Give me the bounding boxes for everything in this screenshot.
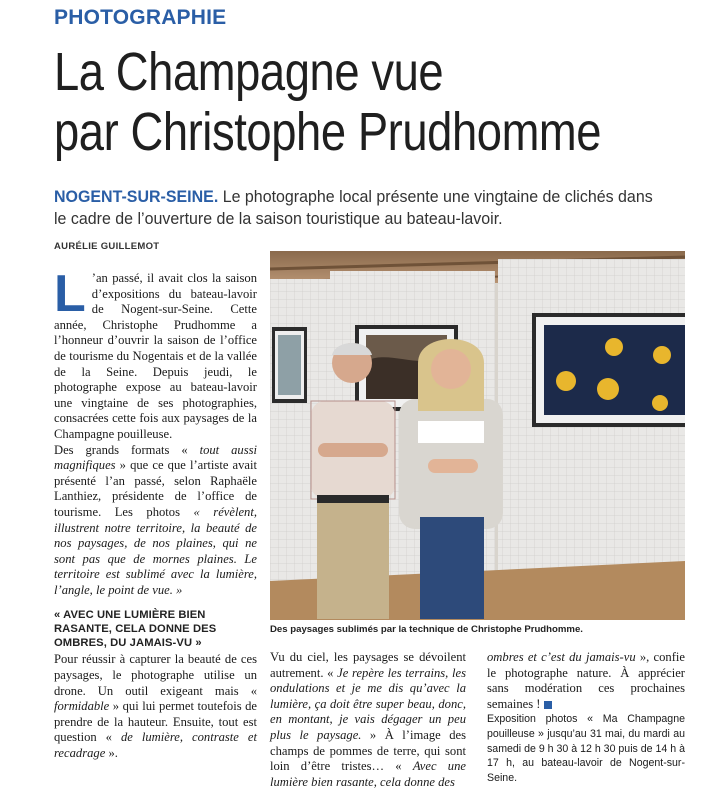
photo-illustration (270, 251, 685, 620)
article-subheading: « AVEC UNE LUMIÈRE BIEN RASANTE, CELA DONNE DES OMBRES, DU JAMAIS-VU » (54, 609, 217, 650)
paragraph-1: L ’an passé, il avait clos la saison d’expositions du bateau-lavoir de Nogent-sur-Seine. Cette année, Christophe Prudhomme a l’honneur d’ouvrir la saison de l’office de tourisme du Nogentais et de la vallée de la Seine. Depuis jeudi, le photographe expose au bateau-lavoir une vingtaine de ses photographies, consacrées cette fois aux paysages de la Champagne pouilleuse. (54, 265, 257, 441)
article-standfirst (54, 186, 665, 230)
drop-cap: L (54, 265, 86, 323)
paragraph-2: Des grands formats « tout aussi magnifiques » que ce que l’artiste avait présenté l’an passé, selon Raphaële Lanthiez, présidente de l’office de tourisme. Les photos « révèlent, illustrent notre territoire, la beauté de nos paysages, de nos plaines, qui ne sont pas que de mornes plaines. Le territoire est sublimé avec la lumière, l’angle, le point de vue. » (54, 442, 257, 597)
paragraph-4-continued: ombres et c’est du jamais-vu », confie le photographe nature. À apprécier sans modération ces prochaines semaines ! (487, 650, 685, 711)
article-photo (270, 251, 685, 620)
standfirst-text: Le photographe local présente une vingtaine de clichés dans le cadre de l’ouverture de la saison touristique au bateau-lavoir. (54, 187, 653, 228)
article-column-2 (270, 650, 466, 790)
photo-caption: Des paysages sublimés par la technique de Christophe Prudhomme. (270, 624, 583, 635)
standfirst-location: NOGENT-SUR-SEINE. (54, 187, 219, 206)
headline-line-1: La Champagne vue (54, 42, 444, 102)
article-kicker: PHOTOGRAPHIE (54, 6, 227, 29)
end-mark (544, 701, 552, 709)
exhibition-info: Exposition photos « Ma Champagne pouilleuse » jusqu’au 31 mai, du mardi au samedi de 9 h 30 à 12 h 30 puis de 14 h à 17 h, au bateau-lavoir de Nogent-sur-Seine. (487, 713, 685, 784)
article-column-1 (54, 265, 257, 762)
paragraph-4: Vu du ciel, les paysages se dévoilent autrement. « Je repère les terrains, les ondulations et je me dis qu’avec la lumière, ça doit être super beau, donc, en montant, je vais dégager un peu plus le paysage. » À l’image des champs de pommes de terre, qui sont loin d’être tristes… « Avec une lumière bien rasante, cela donne des (270, 650, 466, 789)
article-headline (54, 42, 602, 162)
paragraph-3: Pour réussir à capturer la beauté de ces paysages, le photographe utilise un drone. Un outil exigeant mais « formidable » qui lui permet toutefois de prendre de la hauteur. Ensuite, tout est question « de lumière, contraste et recadrage ». (54, 652, 257, 761)
article-column-3 (487, 650, 685, 785)
article-byline: AURÉLIE GUILLEMOT (54, 241, 160, 252)
headline-line-2: par Christophe Prudhomme (54, 102, 602, 162)
